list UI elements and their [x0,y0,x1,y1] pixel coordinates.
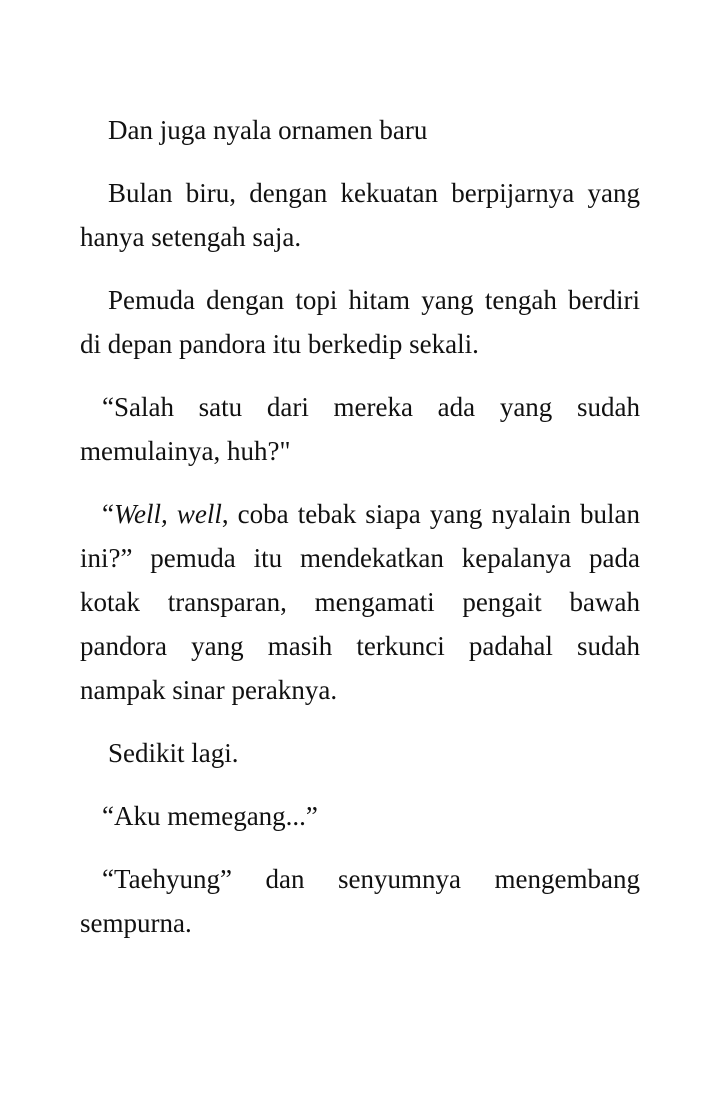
paragraph: Dan juga nyala ornamen baru [108,115,428,145]
paragraph: Sedikit lagi. [108,738,239,768]
dialogue-paragraph: “Salah satu dari mereka ada yang sudah memulainya, huh?" [80,392,640,466]
italic-phrase: Well, well [113,499,222,529]
story-page [80,108,640,964]
dialogue-paragraph: “Taehyung” dan senyumnya mengembang sempurna. [80,864,640,938]
paragraph: Bulan biru, dengan kekuatan berpijarnya yang hanya setengah saja. [80,178,640,252]
dialogue-paragraph [80,492,640,712]
paragraph-rest: , coba tebak siapa yang nyalain bulan ini?” pemuda itu mendekatkan kepalanya pada kotak transparan, mengamati pengait bawah pandora yang masih terkunci padahal sudah nampak sinar peraknya. [80,499,640,705]
open-quote: “ [102,499,114,529]
dialogue-paragraph: “Aku memegang...” [102,801,318,831]
paragraph: Pemuda dengan topi hitam yang tengah berdiri di depan pandora itu berkedip sekali. [80,285,640,359]
